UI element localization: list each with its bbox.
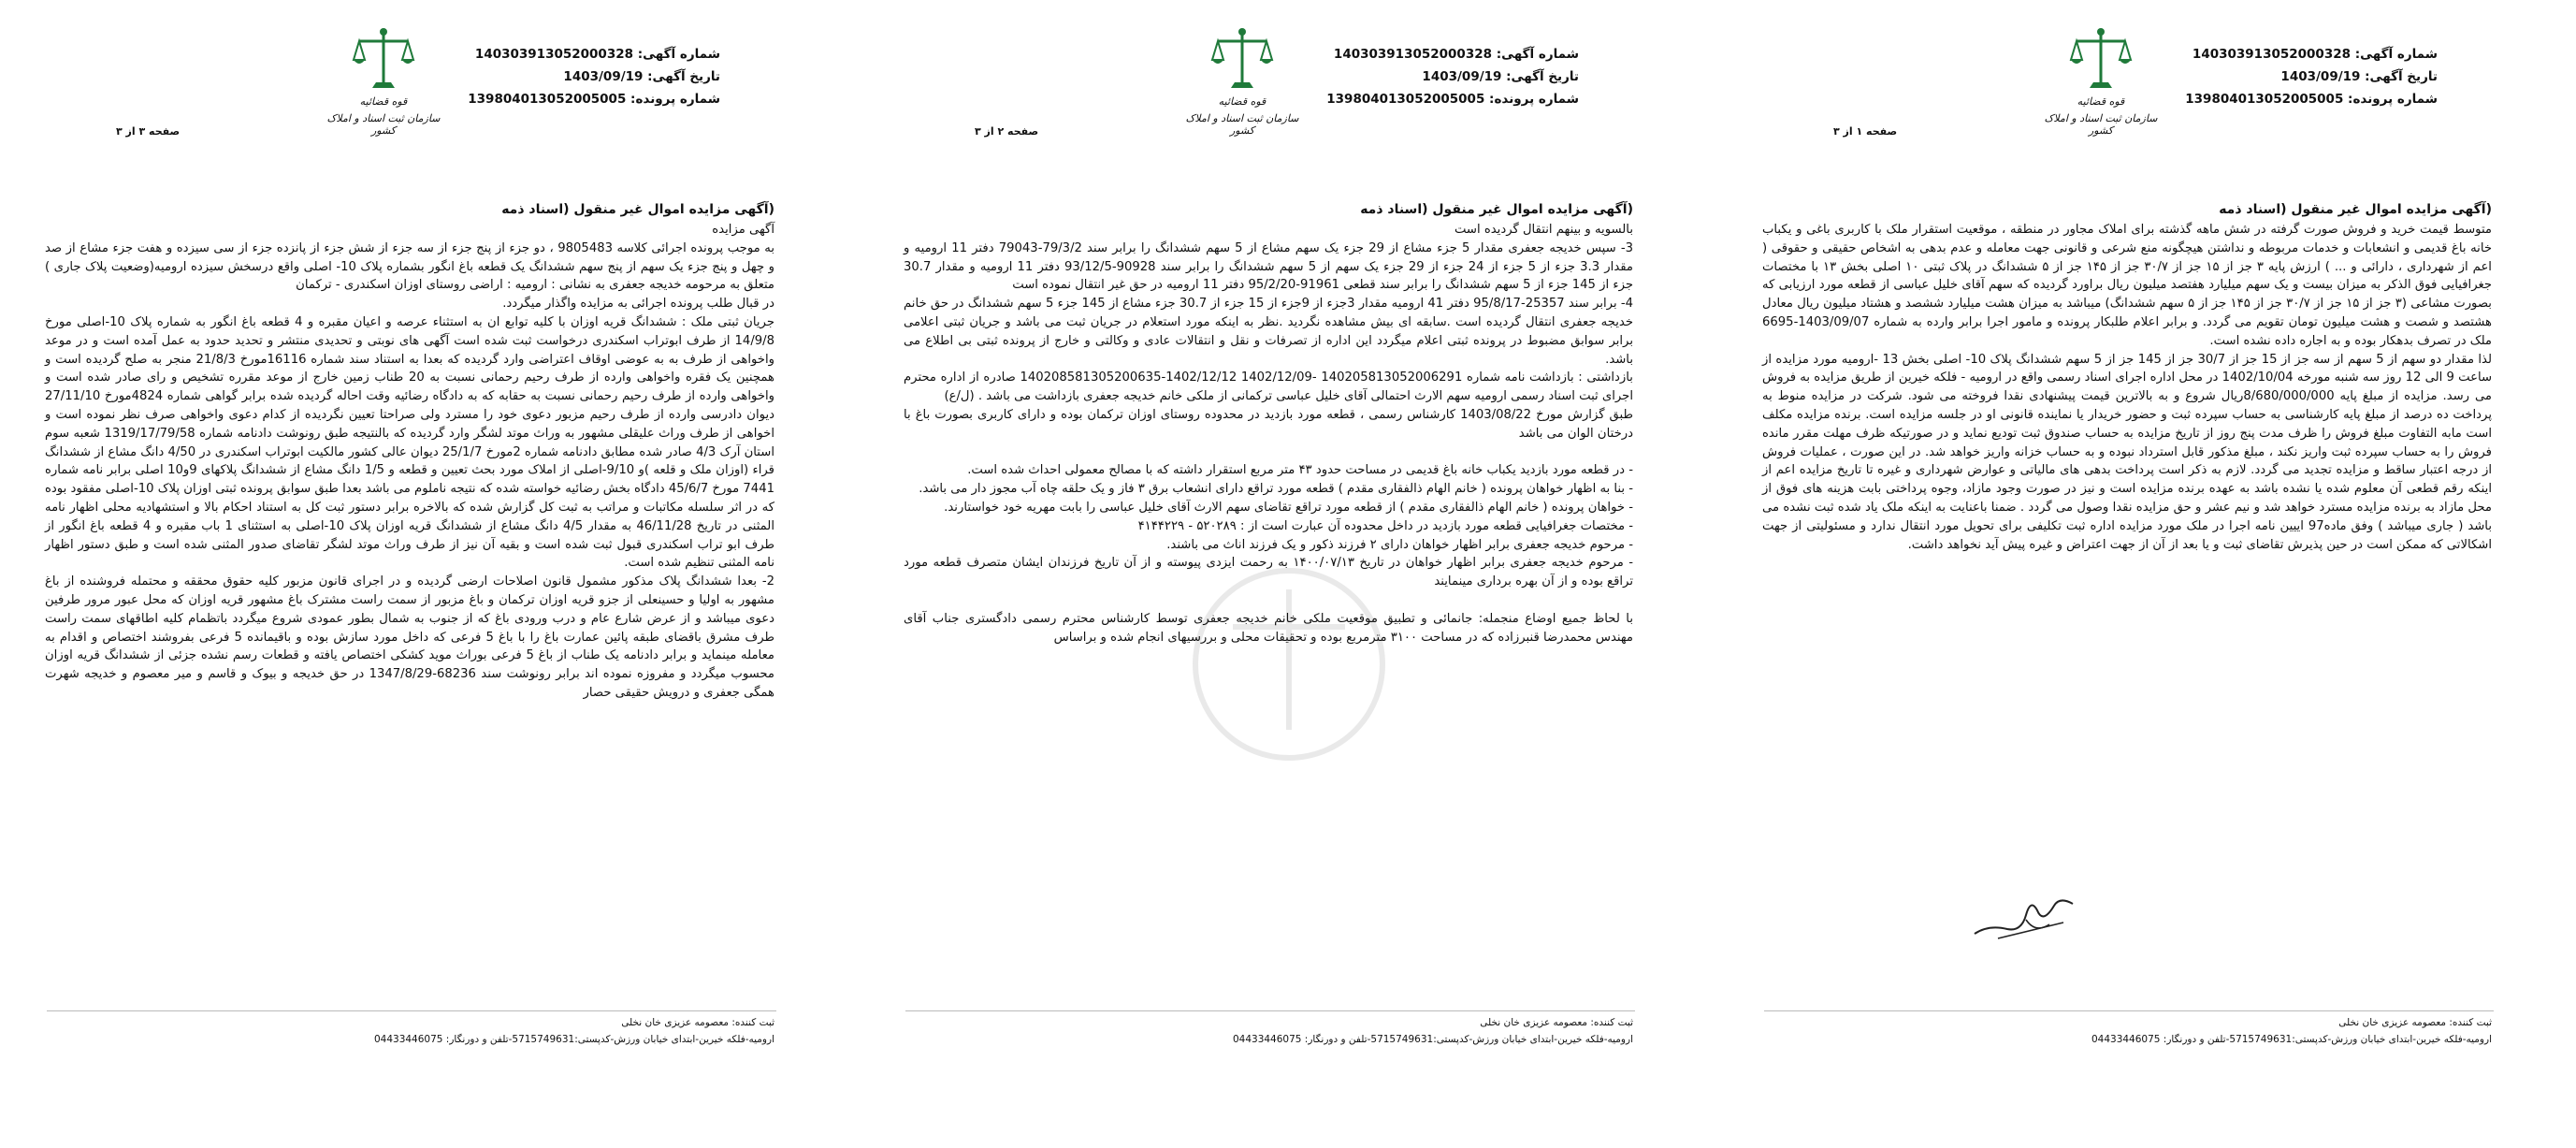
footer — [45, 1014, 774, 1048]
body-text: آگهی مزایده به موجب پرونده اجرائی کلاسه 9805483 ، دو جزء از پنج جزء از سه جزء از شش جزء از پانزده جزء از سی سیزده و هفت جزء مشاع از صد و چهل و پنج جزء یک سهم از پنج سهم ششدانگ یک قطعه باغ انگور بشماره پلاک 10- اصلی واقع درسخش سیزده ارومیه(وضعیت پلاک جاری ) متعلق به مرحومه خدیجه جعفری به نشانی : ارومیه : اراضی روستای اوزان اسکندری - ترکمان در قبال طلب پرونده اجرائی به مزایده واگذار میگردد. جریان ثبتی ملک : ششدانگ قریه اوزان با کلیه توابع ان به استثناء عرصه و اعیان مقبره و 4 قطعه باغ انگور به شماره پلاک 10-اصلی مورخ 14/9/8 از طرف ابوتراب اسکندری درخواست ثبت شده است آگهی های نوبتی و تحدیدی منتشر و تحدید حدود به عمل آمده است و در موعد واخواهی از طرف به به عوضی اوقاف اعتراضی وارد گردیده که بعدا به استناد سند شماره 16116مورخ 21/8/3 منجر به صلح گردیده است و همچنین یک فقره واخواهی وارده از طرف رحیم رحمانی نسبت به 20 طناب زمین خارج از موعد مقرره تشخیص و رای صادر شده است و واخواهی وارده از طرف رحیم رحمانی نسبت به حقابه که به دادگاه رضائیه وقت احاله گردیده شده برابر گواهی شماره 4824مورخ 27/11/10 دیوان دادرسی وارده از طرف رحیم مزبور دعوی خود را مسترد ولی صراحتا تعیین نگردیده از کدام دعوی واخواهی صرف نظر نموده است و اخواهی از طرف وراث علیقلی مشهور به وراث موتد لشگر وارد گردیده که بالنتیجه طبق رونوشت دادنامه شماره 1319/17/79/58 شعبه سوم استان آرک 4/3 صادر شده مطابق دادنامه شماره 2مورخ 25/1/7 دیوان عالی کشور مالکیت ابوتراب اسکندری در 4/50 دانگ مشاع از ششدانگ قراء (اوزان ملک و قلعه )و 9/10-اصلی از املاک مورد بحث تعیین و قطعه و 1/5 دانگ مشاع از ششدانگ پلاکهای 9و10 اصلی برابر نامه شماره 7441 مورخ 45/6/7 دادگاه بخش رضائیه خواسته شده که نتیجه ناملوم می باشد بعدا طبق سوابق پرونده ثبتی اوزان پلاک 10-اصلی مفقود بوده که در اثر سلسله مکاتبات و مراتب به ثبت کل گزارش شده که بالاخره برابر دستور ثبت کل به استناد احکام بالا و استشهادیه محلی اظهار نامه المثنی در تاریخ 46/11/28 به مقدار 4/5 دانگ مشاع از ششدانگ قریه اوزان پلاک 10-اصلی به استثنای 1 باب مقبره و 4 قطعه باغ انگور از طرف ابو تراب اسکندری قبول ثبت شده است و بقیه آن نیز از طرف وراث موتد لشگر تقاضای صدور المثنی شده است و طبق دستور اظهار نامه المثنی تنظیم شده است. 2- بعدا ششدانگ پلاک مذکور مشمول قانون اصلاحات ارضی گردیده و در اجرای قانون مزبور کلیه حقوق محققه و محتمله فروشنده از باغ مشهور به اولیا و حسینعلی از جزو قریه اوزان ترکمان و باغ مزبور از سمت راست مشترک باغ مشهور قریه اوزان که محل عبور مرور طرفین دعوی میباشد و از عرض شارع عام و درب ورودی باغ که از جنوب به شمال بطور عمودی شروع میگردد باتظمام کلیه اطاقهای سمت راست طرف مشرق باقضای طبقه پائین عمارت باغ را با باغ 5 فرعی که داخل مورد سازش بوده و باقیمانده 5 فرعی بفروشند اختصاص و اقدام به معامله مینماید و برابر دادنامه یک طناب از باغ 5 فرعی بوراث موید کشکی اختصاص یافته و قطعات رسم نشده جزئی از ششدانگ قریه اوزان محسوب میگردد و مفروزه نموده اند برابر رونوشت سند 68236-1347/8/29 در حق خدیجه و بیوک و قاسم و میر معصوم و خدیجه شهرت همگی جعفری و درویش حقیقی حصار — [45, 223, 775, 700]
file-number: شماره پرونده: 139804013052005005 — [468, 92, 720, 107]
document-page-2 — [859, 0, 1717, 1148]
signature — [1970, 887, 2082, 947]
footer-address: ارومیه-فلکه خیرین-ابتدای خیابان ورزش-کدپستی:5715749631-تلفن و دورنگار: 04433446075 — [373, 1034, 774, 1045]
document-page-3 — [0, 0, 859, 1148]
notice-body — [904, 221, 1633, 647]
notice-title: (آگهی مزایده اموال غیر منقول (اسناد ذمه — [1360, 202, 1633, 217]
document-page-1 — [1717, 0, 2576, 1148]
footer — [904, 1014, 1633, 1048]
footer-divider — [1764, 1010, 2494, 1011]
judiciary-emblem — [2035, 26, 2166, 138]
footer-registrar: ثبت کننده: معصومه عزیزی خان نخلی — [2338, 1017, 2492, 1028]
footer-registrar: ثبت کننده: معصومه عزیزی خان نخلی — [621, 1017, 774, 1028]
file-number: شماره پرونده: 139804013052005005 — [1326, 92, 1579, 107]
ad-date: تاریخ آگهی: 1403/09/19 — [1422, 69, 1579, 84]
judiciary-emblem — [1177, 26, 1308, 138]
footer — [1762, 1014, 2492, 1048]
handwritten-signature-icon — [1970, 887, 2082, 943]
ad-number: شماره آگهی: 140303913052000328 — [2192, 47, 2438, 62]
judiciary-emblem — [318, 26, 449, 138]
scales-of-justice-icon — [2069, 26, 2133, 94]
org-name-registration: سازمان ثبت اسناد و املاک کشور — [326, 112, 441, 137]
ad-date: تاریخ آگهی: 1403/09/19 — [563, 69, 720, 84]
footer-divider — [905, 1010, 1635, 1011]
footer-address: ارومیه-فلکه خیرین-ابتدای خیابان ورزش-کدپستی:5715749631-تلفن و دورنگار: 04433446075 — [1232, 1034, 1633, 1045]
footer-divider — [47, 1010, 776, 1011]
ad-number: شماره آگهی: 140303913052000328 — [474, 47, 720, 62]
org-name-judiciary: قوه قضائیه — [1218, 95, 1266, 108]
page-number: صفحه ۱ از ۳ — [1833, 125, 1898, 138]
notice-body — [1762, 221, 2492, 554]
body-text: بالسویه و بینهم انتقال گردیده است 3- سپس خدیجه جعفری مقدار 5 جزء مشاع از 29 جزء یک سهم مشاع از 5 سهم ششدانگ را برابر سند 79/3/2-79043 دفتر 11 ارومیه و مقدار 3.3 جزء از 5 جزء از 24 جزء از 29 جزء یک سهم از 5 سهم ششدانگ را برابر سند 90928-93/12/5 دفتر 11 ارومیه و مقدار 30.7 جزء از 145 جزء از 5 سهم ششدانگ را برابر سند قطعی 91961-95/2/20 دفتر 11 ارومیه در حق غیر انتقال نموده است 4- برابر سند 25357-95/8/17 دفتر 41 ارومیه مقدار 3جزء از 9جزء از 15 جزء از 30.7 جزء مشاع از 145 جزء 5 سهم ششدانگ در حق خانم خدیجه جعفری انتقال گردیده است .سابقه ای بیش مشاهده نگردید .نظر به اینکه مورد استعلام در جریان ثبت می باشد و جریان ثبتی اعلامی برابر سوابق مضبوط در پرونده ثبتی اعلام میگردد این اداره از تصرفات و نقل و انتقالات عادی و وکالتی و خارج از پرونده ثبتی بی اطلاع می باشد. بازداشتی : بازداشت نامه شماره 140205813052006291 -1402/12/09 1402/12/12-140208581305200635 صادره از اداره محترم اجرای ثبت اسناد رسمی ارومیه سهم الارث احتمالی آقای خلیل عباسی ترکمانی از ملکی خانم خدیجه جعفری بازداشت می باشد . (ل/ع) طبق گزارش مورخ 1403/08/22 کارشناس رسمی ، قطعه مورد بازدید در محدوده روستای اوزان ترکمان بوده و دارای کاربری بصورت باغ با درختان الوان می باشد - در قطعه مورد بازدید یکباب خانه باغ قدیمی در مساحت حدود ۴۳ متر مربع استقرار داشته که با مصالح معمولی احداث شده است. - بنا به اظهار خواهان پرونده ( خانم الهام ذالفقاری مقدم ) قطعه مورد تراقع دارای انشعاب برق ۳ فاز و یک حلقه چاه آب مجوز دار می باشد. - خواهان پرونده ( خانم الهام ذالفقاری مقدم ) از قطعه مورد تراقع تقاضای سهم الارث آقای خلیل عباسی را بابت مهریه خود خواستارند. - مختصات جغرافیایی قطعه مورد بازدید در داخل محدوده آن عبارت است از : ۵۲۰۲۸۹ - ۴۱۴۴۲۲۹ - مرحوم خدیجه جعفری برابر اظهار خواهان دارای ۲ فرزند ذکور و یک فرزند اناث می باشند. - مرحوم خدیجه جعفری برابر اظهار خواهان در تاریخ ۱۴۰۰/۰۷/۱۳ به رحمت ایزدی پیوسته و از آن تاریخ فرزندان ایشان متصرف قطعه مورد تراقع بوده و از آن بهره برداری مینمایند با لحاظ جمیع اوضاع منجمله: جانمائی و تطبیق موقعیت ملکی خانم خدیجه جعفری توسط کارشناس محترم رسمی دادگستری جناب آقای مهندس محمدرضا قنبرزاده که در مساحت ۳۱۰۰ مترمربع بوده و تحقیقات محلی و بررسیهای انجام شده و براساس — [904, 223, 1634, 645]
scales-of-justice-icon — [1210, 26, 1274, 94]
header-info — [468, 43, 720, 110]
org-name-registration: سازمان ثبت اسناد و املاک کشور — [1185, 112, 1299, 137]
notice-title: (آگهی مزایده اموال غیر منقول (اسناد ذمه — [501, 202, 774, 217]
header-info — [1326, 43, 1579, 110]
ad-date: تاریخ آگهی: 1403/09/19 — [2280, 69, 2438, 84]
notice-body — [45, 221, 774, 703]
header-info — [2185, 43, 2438, 110]
ad-number: شماره آگهی: 140303913052000328 — [1333, 47, 1579, 62]
file-number: شماره پرونده: 139804013052005005 — [2185, 92, 2438, 107]
page-number: صفحه ۳ از ۳ — [116, 125, 181, 138]
page-number: صفحه ۲ از ۳ — [975, 125, 1039, 138]
footer-address: ارومیه-فلکه خیرین-ابتدای خیابان ورزش-کدپستی:5715749631-تلفن و دورنگار: 04433446075 — [2091, 1034, 2492, 1045]
body-text: متوسط قیمت خرید و فروش صورت گرفته در شش ماهه گذشته برای املاک مجاور در منطقه ، موقعیت استقرار ملک با کاربری باغی و یکباب خانه باغ قدیمی و انشعابات و خدمات مربوطه و نداشتن هیچگونه منع شرعی و قانونی جهت معامله و عدم بدهی به اشخاص حقیقی و حقوقی ( اعم از شهرداری ، دارائی و ... ) ارزش پایه ۳ جز از ۱۵ جز از ۳۰/۷ جز از ۱۴۵ جز از ۵ ششدانگ در پلاک ثبتی ۱۰ اصلی بخش ۱۳ با مختصات جغرافیایی فوق الذکر به میزان بیست و یک سهم میلیارد هفتصد میلیون ریال براورد گردیده که سهم آقای خلیل عباسی از قطعه مورد ارزیابی که بصورت مشاعی (۳ جز از ۱۵ جز از ۳۰/۷ جز از ۱۴۵ جز از ۵ سهم ششدانگ) میباشد به میزان هشت میلیارد ششصد و هشتاد میلیون ریال معادل هشتصد و شصت و هشت میلیون تومان تقویم می گردد. و برابر اعلام طلبکار پرونده و مامور اجرا برابر وارده به شماره 1403/09/07-6695 ملک در تصرف بدهکار بوده و به اجاره داده نشده است. لذا مقدار دو سهم از 5 سهم از سه جز از 15 جز از 30/7 جز از 145 جز از 5 سهم ششدانگ پلاک 10- اصلی بخش 13 -ارومیه مورد مزایده از ساعت 9 الی 12 روز سه شنبه مورخه 1402/10/04 در محل اداره اجرای اسناد رسمی واقع در ارومیه - فلکه خیرین از طریق مزایده به فروش می رسد. مزایده از مبلغ پایه 8/680/000/000ریال شروع و به بالاترین قیمت پیشنهادی نقدا فروخته می شود. شرکت در مزایده منوط به پرداخت ده درصد از مبلغ پایه کارشناسی به حساب سپرده ثبت و حضور خریدار یا نماینده قانونی او در جلسه مزایده است. برنده مزایده مکلف است مابه التفاوت مبلغ فروش را ظرف مدت پنج روز از تاریخ مزایده به حساب صندوق ثبت تودیع نماید و در صورتیکه ظرف مهلت مقرر مانده فروش را به حساب سپرده ثبت واریز نکند ، مبلغ مذکور قابل استرداد نبوده و به حساب خزانه واریز خواهد شد. در این صورت ، عملیات فروش از درجه اعتبار ساقط و مزایده تجدید می گردد. لازم به ذکر است پرداخت بدهی های مالیاتی و عوارض شهرداری و غیره تا تاریخ مزایده اعم از اینکه رقم قطعی آن معلوم شده یا نشده باشد به عهده برنده مزایده است و نیز در صورت وجود مازاد، وجوه پرداختی بابت هزینه های فوق از محل مازاد به برنده مزایده مسترد خواهد شد و نیم عشر و حق مزایده نقدا وصول می گردد . ضمنا باعنایت به اینکه ملک یاد شده ثبت نشده می باشد ( جاری میباشد ) وفق ماده97 اییین نامه اجرا در ملک مورد مزایده اداره ثبت تکلیفی برای تحویل مورد انتقال ندارد و مسئولیتی از جهت اشکالاتی که ممکن است در حین پذیرش تقاضای ثبت و یا بعد از آن از جهت اعتراض و غیره پیش آید نخواهد داشت. — [1762, 223, 2493, 552]
scales-of-justice-icon — [352, 26, 415, 94]
notice-title: (آگهی مزایده اموال غیر منقول (اسناد ذمه — [2219, 202, 2492, 217]
org-name-judiciary: قوه قضائیه — [359, 95, 408, 108]
org-name-registration: سازمان ثبت اسناد و املاک کشور — [2044, 112, 2158, 137]
org-name-judiciary: قوه قضائیه — [2077, 95, 2125, 108]
footer-registrar: ثبت کننده: معصومه عزیزی خان نخلی — [1480, 1017, 1633, 1028]
